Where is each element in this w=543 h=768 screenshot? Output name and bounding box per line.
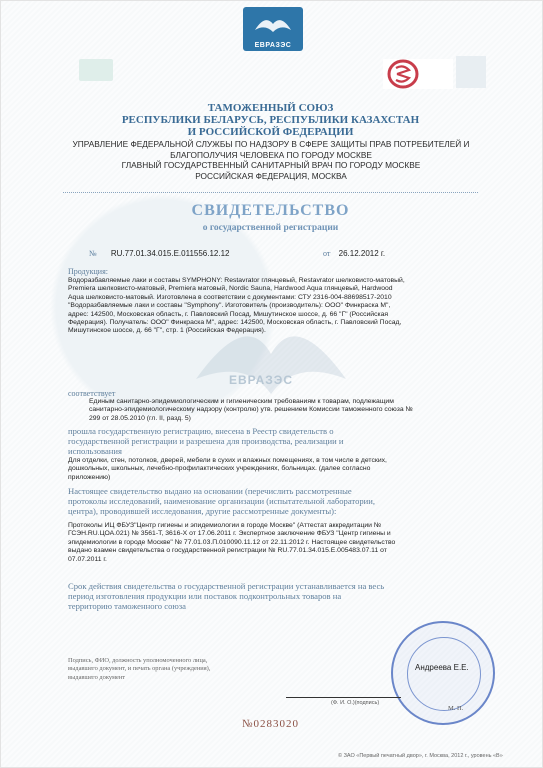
union-title-line: И РОССИЙСКОЙ ФЕДЕРАЦИИ xyxy=(187,126,354,138)
signer-name: Андреева Е.Е. xyxy=(415,663,469,672)
product-line: Водоразбавляемые лаки и составы SYMPHONY: Restavrator глянцевый, Restavrator шелковисто-матовый, xyxy=(68,277,405,284)
basis-detail-line: 07.07.2011 г. xyxy=(68,555,107,563)
usage-line: Для отделки, стен, потолков, дверей, мебели в сухих и влажных помещениях, в том числе в детских, xyxy=(68,457,387,464)
basis-details xyxy=(68,522,480,564)
department-line: БЛАГОПОЛУЧИЯ ЧЕЛОВЕКА ПО ГОРОДУ МОСКВЕ xyxy=(170,149,372,160)
date-value: 26.12.2012 г. xyxy=(338,249,386,258)
compliance-line: санитарно-эпидемиологическому надзору (контролю) утв. решением Комиссии таможенного союза № xyxy=(89,406,413,414)
certificate-title: СВИДЕТЕЛЬСТВО xyxy=(191,202,350,219)
certificate-number xyxy=(89,249,230,258)
compliance-text xyxy=(89,398,479,423)
hologram-mark xyxy=(79,59,113,81)
validity-line: период изготовления продукции или поставок подконтрольных товаров на xyxy=(68,591,342,601)
basis-statement xyxy=(68,486,483,516)
eagle-icon xyxy=(251,12,295,36)
usage-line: приложению) xyxy=(68,473,111,481)
product-line: Федерация). Получатель: ООО" Финкраска М", адрес: 142500, Московская область, г. Павловский Посад, xyxy=(68,319,402,327)
stamp-inner-ring xyxy=(407,637,481,711)
product-line: "Водоразбавляемые лаки и составы "Symphony". Изготовитель (производитель): ООО" Финкраска М", xyxy=(68,302,391,310)
security-hologram xyxy=(456,56,486,88)
stamp-place-label: М. П. xyxy=(448,705,464,712)
compliance-label: соответствует xyxy=(68,389,116,398)
signature-caption-line: выдавшего документ, и печать органа (учреждения), xyxy=(68,665,211,673)
product-line: Мишутинское шоссе, д. 66 "Г", стр. 1 (Российская Федерация). xyxy=(68,327,266,335)
product-line: Aqua шелковисто-матовый. Изготовлена в соответствии с документами: СТУ 2316-004-88698517-2010 xyxy=(68,293,392,301)
date-label: от xyxy=(323,249,331,258)
sgr-mark-icon xyxy=(383,59,453,89)
product-line: Premiera шелковисто-матовый, Premiera матовый, Nordic Sauna, Hardwood Aqua глянцевый, Hardwood xyxy=(68,285,393,293)
basis-line: Настоящее свидетельство выдано на основании (перечислить рассмотренные xyxy=(68,486,352,496)
issuing-authority-line xyxy=(63,184,478,193)
signature-line xyxy=(286,687,401,698)
department-line: РОССИЙСКАЯ ФЕДЕРАЦИЯ, МОСКВА xyxy=(195,170,347,181)
watermark-text: ЕВРАЗЭС xyxy=(229,373,294,387)
signature-caption-line: Подпись, ФИО, должность уполномоченного лица, xyxy=(68,657,208,664)
basis-line: протоколы исследований, наименование организации (испытательной лаборатории, xyxy=(68,496,376,506)
department-line: УПРАВЛЕНИЕ ФЕДЕРАЛЬНОЙ СЛУЖБЫ ПО НАДЗОРУ В СФЕРЕ ЗАЩИТЫ ПРАВ ПОТРЕБИТЕЛЕЙ И xyxy=(72,139,470,149)
registry-line: прошла государственную регистрацию, внесена в Реестр свидетельств о xyxy=(68,426,334,436)
serial-number: №0283020 xyxy=(242,718,299,730)
signature-caption xyxy=(68,657,308,682)
compliance-line: 299 от 28.05.2010 (гл. II, разд. 5) xyxy=(89,414,191,422)
validity-statement xyxy=(68,581,483,611)
number-label: № xyxy=(89,249,97,258)
registry-statement xyxy=(68,426,483,456)
usage-text xyxy=(68,457,478,482)
usage-line: дошкольных, школьных, лечебно-профилактических учреждениях, больницах. (далее согласно xyxy=(68,465,371,473)
logo-text: ЕВРАЗЭС xyxy=(254,42,292,49)
basis-detail-line: выдано взамен свидетельства о государственной регистрации № RU.77.01.34.015.Е.005483.07.11 от xyxy=(68,547,387,555)
signature-field-caption: (Ф. И. О.)(подпись) xyxy=(331,700,380,706)
registry-line: государственной регистрации и разрешена для производства, реализации и xyxy=(68,436,344,446)
validity-line: Срок действия свидетельства о государственной регистрации устанавливается на весь xyxy=(68,581,385,591)
product-line: адрес: 142500, Московская область, г. Павловский Посад, Мишутинское шоссе, д. 66 "Г" (Российская xyxy=(68,310,389,318)
eurasec-logo xyxy=(243,7,303,51)
compliance-line: Единым санитарно-эпидемиологическим и гигиеническим требованиям к товарам, подлежащим xyxy=(89,398,394,405)
basis-line: центра), проводившей исследования, другие рассмотренные документы): xyxy=(68,506,337,516)
printer-footer: © ЗАО «Первый печатный двор», г. Москва, 2012 г., уровень «В» xyxy=(338,753,503,759)
eurasec-watermark-icon xyxy=(176,299,366,409)
department-line: ГЛАВНЫЙ ГОСУДАРСТВЕННЫЙ САНИТАРНЫЙ ВРАЧ ПО ГОРОДУ МОСКВЕ xyxy=(121,160,421,170)
official-stamp xyxy=(391,621,495,725)
registry-line: использования xyxy=(68,446,122,456)
certificate-subtitle: о государственной регистрации xyxy=(202,223,339,233)
union-title-line: РЕСПУБЛИКИ БЕЛАРУСЬ, РЕСПУБЛИКИ КАЗАХСТАН xyxy=(121,114,420,126)
union-title xyxy=(63,102,478,138)
basis-detail-line: Протоколы ИЦ ФБУЗ"Центр гигиены и эпидемиологии в городе Москве" (Аттестат аккредитации № xyxy=(68,522,382,529)
product-label: Продукция: xyxy=(68,267,108,276)
basis-detail-line: ГСЭН.RU.ЦОА.021) № 3561-Т, 3616-Х от 17.06.2011 г. Экспертное заключение ФБУЗ "Центр гигиены и xyxy=(68,530,391,538)
validity-line: территорию таможенного союза xyxy=(68,601,186,611)
basis-detail-line: эпидемиологии в городе Москве" № 77.01.03.П.010090.11.12 от 22.11.2012 г. Настоящее свидетельство xyxy=(68,538,396,546)
number-value: RU.77.01.34.015.Е.011556.12.12 xyxy=(110,249,230,258)
department-block xyxy=(61,139,481,181)
union-title-line: ТАМОЖЕННЫЙ СОЮЗ xyxy=(207,102,334,114)
certificate-date xyxy=(323,249,385,258)
signature-caption-line: выдавшего документ xyxy=(68,673,126,681)
